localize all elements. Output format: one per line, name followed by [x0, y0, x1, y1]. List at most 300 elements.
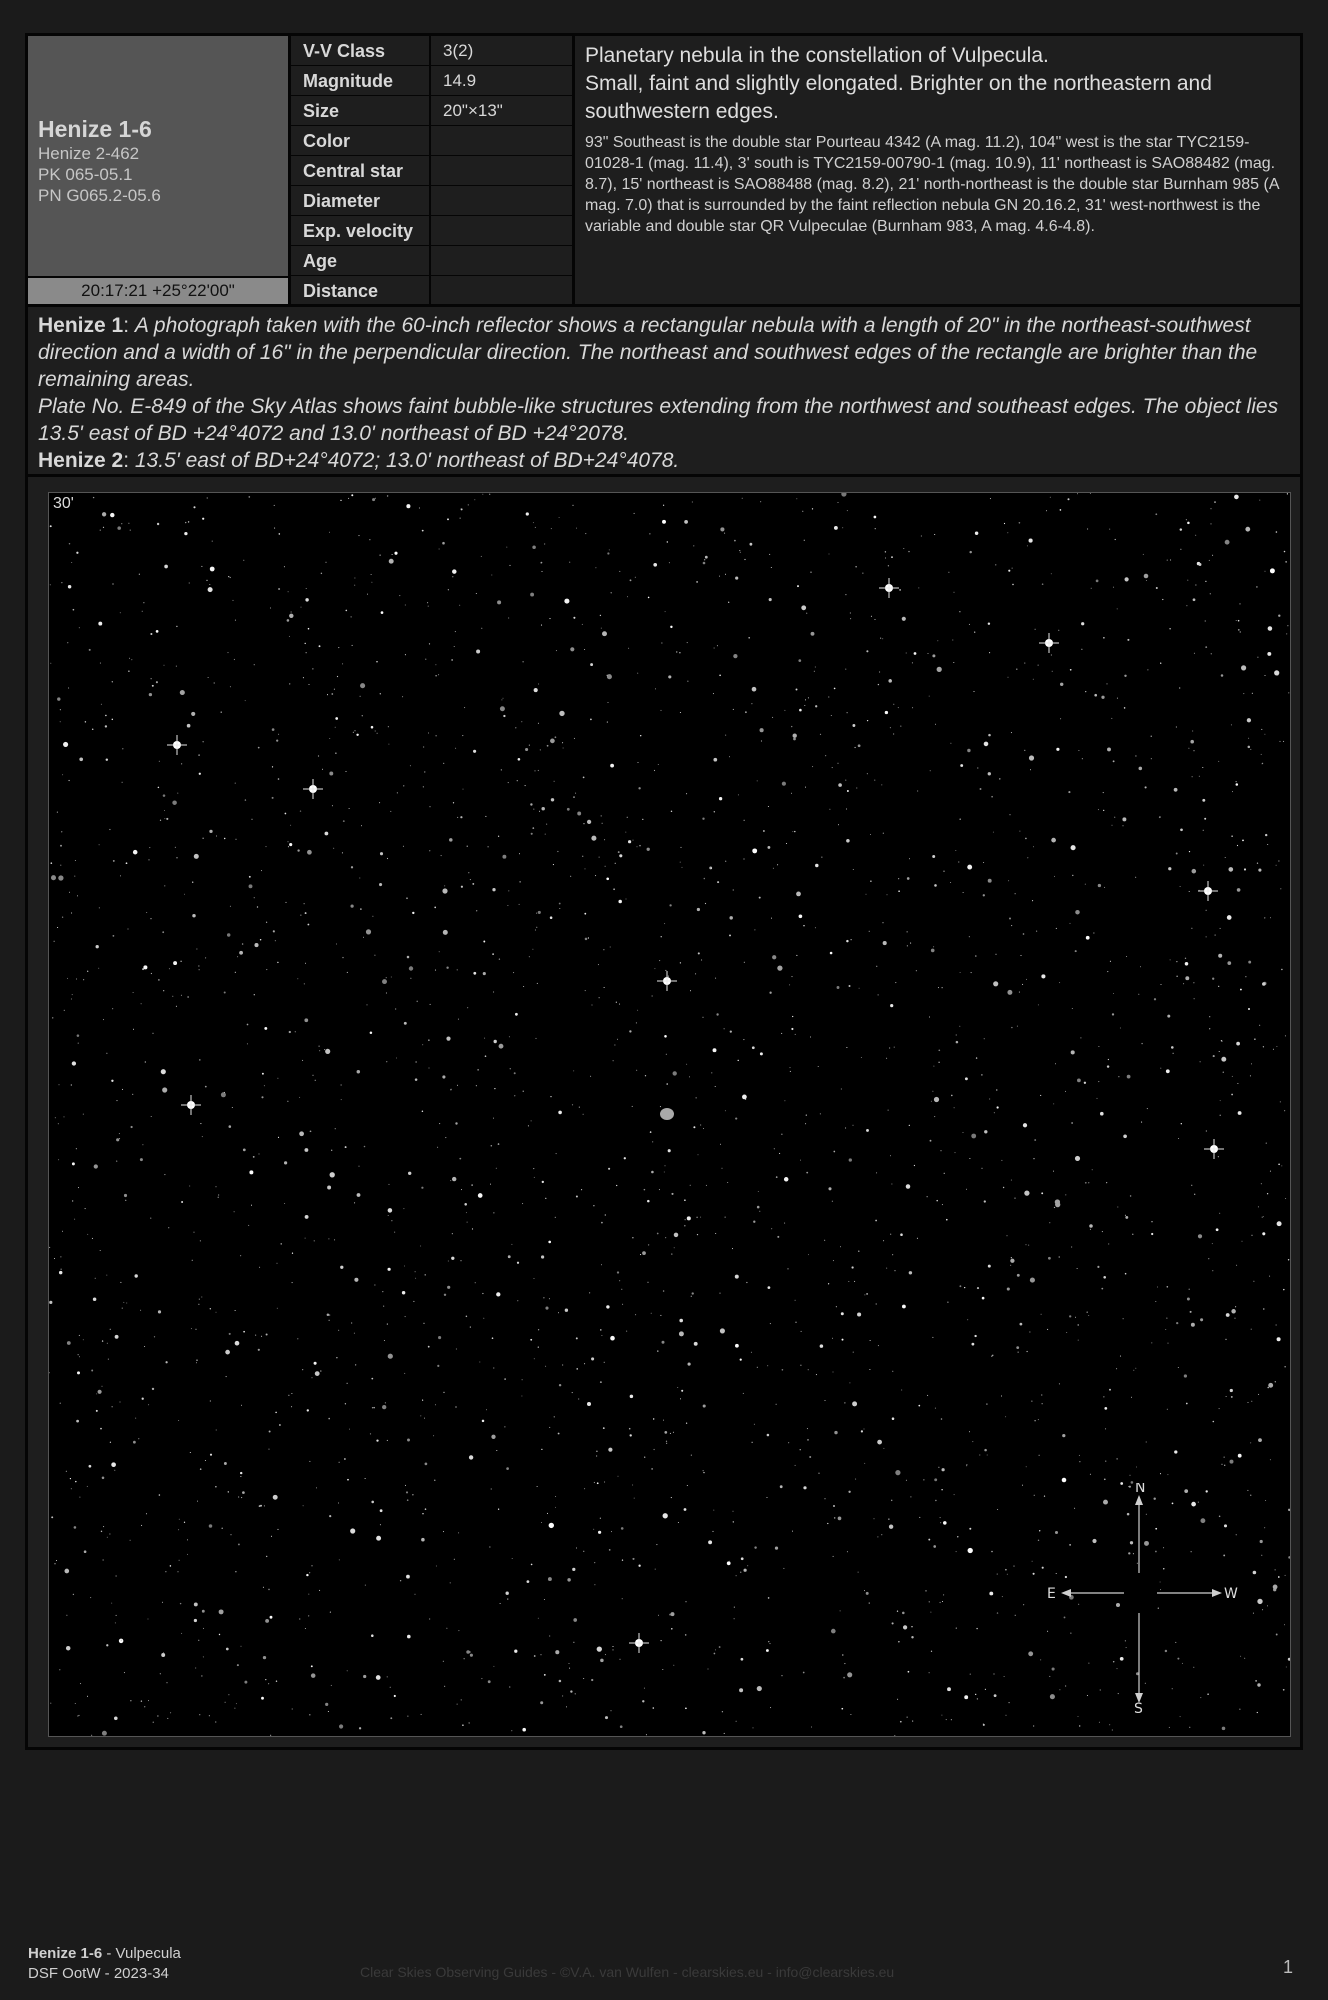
- star: [1261, 754, 1262, 755]
- star: [630, 1395, 634, 1399]
- star: [392, 554, 393, 555]
- star: [654, 770, 655, 771]
- star: [1242, 1241, 1243, 1242]
- star: [853, 869, 854, 870]
- star: [620, 1659, 621, 1660]
- star: [429, 643, 430, 644]
- star: [741, 1658, 744, 1661]
- star: [235, 1341, 240, 1346]
- star: [1278, 860, 1279, 861]
- star: [221, 1092, 226, 1097]
- star: [673, 1071, 677, 1075]
- star: [1159, 816, 1161, 818]
- star: [549, 1427, 550, 1428]
- star: [380, 1524, 381, 1525]
- star: [109, 829, 110, 830]
- star: [387, 495, 388, 496]
- star: [976, 1628, 977, 1629]
- star: [302, 1060, 303, 1061]
- star: [572, 505, 573, 506]
- star: [1033, 1573, 1035, 1575]
- star: [877, 1536, 878, 1537]
- footer-left: Henize 1-6 - Vulpecula DSF OotW - 2023-34: [28, 1945, 181, 1982]
- bright-star: [167, 735, 187, 755]
- star: [1185, 962, 1189, 966]
- star: [55, 1117, 56, 1118]
- star: [286, 902, 287, 903]
- star: [634, 1498, 635, 1499]
- star: [73, 609, 75, 611]
- star: [640, 1254, 641, 1255]
- star: [105, 715, 106, 716]
- star: [622, 1304, 623, 1305]
- star: [470, 879, 471, 880]
- star: [100, 530, 101, 531]
- star: [1200, 1318, 1203, 1321]
- star: [729, 756, 730, 757]
- star: [864, 1590, 865, 1591]
- star: [108, 1359, 109, 1360]
- star: [767, 1434, 770, 1437]
- star: [720, 1144, 721, 1145]
- star: [258, 1153, 259, 1154]
- star: [891, 1184, 892, 1185]
- star: [61, 831, 62, 832]
- star: [544, 1599, 545, 1600]
- star: [861, 1430, 863, 1432]
- star: [428, 733, 429, 734]
- star: [245, 799, 246, 800]
- star: [1099, 1722, 1100, 1723]
- star: [845, 669, 846, 670]
- star: [123, 1302, 124, 1303]
- star: [866, 1129, 869, 1132]
- star: [622, 1598, 623, 1599]
- star: [466, 1212, 467, 1213]
- star: [304, 1018, 308, 1022]
- star: [197, 1501, 198, 1502]
- star: [324, 1049, 325, 1050]
- star: [305, 1215, 309, 1219]
- star: [273, 1495, 278, 1500]
- star: [1189, 851, 1190, 852]
- star: [168, 1227, 169, 1228]
- star: [1171, 1046, 1174, 1049]
- star: [883, 1240, 884, 1241]
- star: [195, 1667, 196, 1668]
- star: [71, 1488, 72, 1489]
- star: [202, 1610, 205, 1613]
- star: [328, 1238, 329, 1239]
- star: [504, 1378, 505, 1379]
- star: [703, 562, 706, 565]
- star: [1051, 838, 1056, 843]
- star: [257, 906, 258, 907]
- star: [719, 576, 720, 577]
- star: [842, 1654, 843, 1655]
- star: [851, 1266, 853, 1268]
- star: [141, 1700, 142, 1701]
- star: [415, 1078, 418, 1081]
- star: [713, 1510, 714, 1511]
- star: [1011, 732, 1012, 733]
- star: [51, 1516, 53, 1518]
- star: [663, 1513, 668, 1518]
- star: [388, 1215, 389, 1216]
- star: [515, 727, 516, 728]
- star: [467, 1222, 468, 1223]
- star: [215, 1486, 216, 1487]
- star: [797, 585, 799, 587]
- star: [844, 1402, 845, 1403]
- star: [609, 1549, 611, 1551]
- star: [205, 957, 206, 958]
- star: [878, 1345, 879, 1346]
- star: [193, 1232, 194, 1233]
- star: [455, 748, 456, 749]
- star: [1080, 1037, 1081, 1038]
- star: [71, 913, 72, 914]
- star: [319, 1590, 320, 1591]
- property-label: Age: [291, 246, 431, 275]
- star: [901, 1390, 902, 1391]
- star: [1173, 1053, 1174, 1054]
- star: [704, 559, 705, 560]
- star: [172, 996, 173, 997]
- star: [145, 1061, 146, 1062]
- star: [1116, 1458, 1117, 1459]
- star: [116, 1100, 117, 1101]
- star: [1170, 959, 1171, 960]
- star: [1130, 1195, 1131, 1196]
- star: [124, 1672, 125, 1673]
- star: [408, 1172, 411, 1175]
- star: [394, 1695, 396, 1697]
- star: [96, 1393, 97, 1394]
- star: [637, 846, 638, 847]
- star: [544, 543, 545, 544]
- star: [468, 504, 469, 505]
- star: [262, 1073, 264, 1075]
- star: [663, 1420, 664, 1421]
- alt-name: PK 065-05.1: [38, 165, 133, 184]
- star: [1050, 497, 1051, 498]
- star: [260, 939, 261, 940]
- star: [397, 792, 398, 793]
- star: [254, 897, 255, 898]
- star: [277, 962, 278, 963]
- star: [1070, 669, 1072, 671]
- star: [832, 767, 833, 768]
- star: [1035, 629, 1036, 630]
- star: [141, 1003, 142, 1004]
- property-row: [291, 276, 572, 306]
- star: [1141, 1122, 1142, 1123]
- star: [438, 674, 439, 675]
- star: [212, 541, 213, 542]
- star: [1167, 1474, 1168, 1475]
- star: [820, 1113, 821, 1114]
- star: [226, 1376, 227, 1377]
- star: [131, 1126, 133, 1128]
- star: [170, 1712, 171, 1713]
- star: [1105, 1428, 1106, 1429]
- star: [735, 1344, 739, 1348]
- star: [1231, 1094, 1233, 1096]
- star: [54, 1563, 55, 1564]
- star: [230, 686, 231, 687]
- star: [403, 846, 404, 847]
- star: [1056, 928, 1057, 929]
- star: [263, 1587, 264, 1588]
- star: [719, 1646, 721, 1648]
- property-value: [431, 276, 572, 305]
- star: [506, 547, 507, 548]
- star: [482, 1420, 485, 1423]
- star: [201, 566, 202, 567]
- star: [628, 840, 631, 843]
- star: [655, 688, 656, 689]
- star: [597, 1482, 599, 1484]
- star: [680, 962, 681, 963]
- star: [198, 1640, 199, 1641]
- star: [669, 1614, 671, 1616]
- star: [1088, 1182, 1089, 1183]
- star: [102, 512, 106, 516]
- star: [435, 675, 436, 676]
- star: [109, 1534, 110, 1535]
- star: [1010, 1265, 1011, 1266]
- star: [671, 811, 672, 812]
- star: [200, 1123, 201, 1124]
- star: [1277, 1221, 1282, 1226]
- star: [412, 1494, 413, 1495]
- star: [164, 810, 165, 811]
- star: [538, 770, 539, 771]
- star: [528, 1125, 529, 1126]
- star: [966, 1464, 967, 1465]
- star: [1060, 683, 1063, 686]
- star: [1090, 1229, 1091, 1230]
- star: [661, 936, 662, 937]
- star: [1034, 1495, 1035, 1496]
- star: [567, 1578, 570, 1581]
- star: [573, 1070, 574, 1071]
- star: [287, 619, 290, 622]
- star: [452, 576, 453, 577]
- star: [531, 833, 533, 835]
- star: [885, 711, 888, 714]
- star: [106, 1053, 107, 1054]
- star: [658, 1615, 659, 1616]
- star: [607, 722, 608, 723]
- star: [291, 1393, 292, 1394]
- star: [489, 1546, 490, 1547]
- star: [474, 499, 475, 500]
- star: [570, 1690, 572, 1692]
- star: [647, 1282, 648, 1283]
- star: [966, 1189, 967, 1190]
- star: [266, 969, 267, 970]
- star: [596, 1450, 598, 1452]
- star: [450, 1582, 451, 1583]
- star: [632, 840, 633, 841]
- star: [335, 717, 338, 720]
- star: [983, 894, 985, 896]
- star: [142, 611, 143, 612]
- star: [584, 1488, 585, 1489]
- star: [692, 502, 693, 503]
- star: [1287, 493, 1288, 494]
- star: [130, 530, 131, 531]
- star: [792, 831, 793, 832]
- star: [833, 1260, 834, 1261]
- star: [975, 532, 978, 535]
- star: [993, 1673, 994, 1674]
- star: [1004, 523, 1005, 524]
- star: [493, 1368, 494, 1369]
- star: [944, 1173, 945, 1174]
- star: [689, 1076, 690, 1077]
- star: [1009, 917, 1011, 919]
- star: [396, 1058, 397, 1059]
- star: [792, 1016, 793, 1017]
- star: [67, 978, 68, 979]
- star: [487, 846, 488, 847]
- star: [995, 564, 996, 565]
- star: [439, 548, 440, 549]
- star: [1126, 956, 1127, 957]
- star: [1193, 598, 1196, 601]
- star: [272, 797, 274, 799]
- star: [1103, 1396, 1104, 1397]
- star: [1151, 1342, 1152, 1343]
- star: [1090, 1474, 1091, 1475]
- star: [1187, 580, 1188, 581]
- star: [576, 528, 577, 529]
- star: [415, 1061, 416, 1062]
- star: [268, 1589, 270, 1591]
- star: [777, 965, 782, 970]
- property-row: [291, 246, 572, 276]
- star: [1007, 1235, 1008, 1236]
- star: [990, 498, 991, 499]
- star: [562, 1365, 563, 1366]
- star: [784, 1223, 785, 1224]
- star: [1104, 887, 1105, 888]
- star: [176, 1006, 177, 1007]
- property-value: 14.9: [443, 71, 477, 90]
- star: [1276, 1046, 1277, 1047]
- star: [491, 1435, 495, 1439]
- star: [233, 600, 234, 601]
- star: [184, 894, 185, 895]
- star: [777, 1236, 779, 1238]
- star: [638, 762, 639, 763]
- star: [630, 1434, 632, 1436]
- star: [572, 1392, 573, 1393]
- star: [900, 1233, 903, 1236]
- star: [242, 943, 244, 945]
- star: [285, 813, 287, 815]
- property-label: Distance: [291, 276, 431, 305]
- star: [1023, 933, 1025, 935]
- star: [696, 581, 698, 583]
- star: [1209, 1016, 1210, 1017]
- star: [395, 1008, 396, 1009]
- star: [336, 944, 337, 945]
- star: [1236, 1265, 1237, 1266]
- star: [441, 855, 442, 856]
- star: [466, 1316, 468, 1318]
- star: [517, 780, 518, 781]
- star: [339, 1559, 340, 1560]
- star: [724, 533, 725, 534]
- star: [892, 1417, 895, 1420]
- star: [881, 1534, 882, 1535]
- star: [1275, 1569, 1276, 1570]
- star: [289, 614, 293, 618]
- star: [606, 877, 609, 880]
- star: [1003, 1187, 1004, 1188]
- bright-star: [879, 578, 899, 598]
- star: [112, 935, 114, 937]
- star: [747, 1565, 748, 1566]
- star: [895, 982, 896, 983]
- star: [950, 743, 951, 744]
- star: [1011, 925, 1012, 926]
- star: [498, 836, 499, 837]
- star: [228, 576, 229, 577]
- bright-star: [629, 1633, 649, 1653]
- star: [991, 796, 993, 798]
- star: [1223, 1072, 1224, 1073]
- star: [713, 758, 717, 762]
- star: [331, 693, 333, 695]
- star: [240, 1476, 241, 1477]
- star: [366, 929, 371, 934]
- star: [876, 1303, 877, 1304]
- star: [622, 1559, 623, 1560]
- star: [954, 1107, 955, 1108]
- star: [115, 1575, 116, 1576]
- star: [390, 1717, 392, 1719]
- star: [205, 1086, 207, 1088]
- star: [618, 1476, 619, 1477]
- star: [102, 1477, 105, 1480]
- star: [846, 839, 850, 843]
- star: [550, 739, 555, 744]
- star: [1270, 568, 1275, 573]
- star: [1178, 1367, 1179, 1368]
- star: [715, 1233, 716, 1234]
- star: [103, 1560, 104, 1561]
- star: [1010, 1259, 1014, 1263]
- star: [1183, 983, 1184, 984]
- star: [372, 916, 373, 917]
- star: [526, 512, 529, 515]
- star: [496, 1168, 497, 1169]
- star: [279, 1424, 281, 1426]
- star: [281, 1243, 282, 1244]
- star: [68, 687, 69, 688]
- star: [717, 881, 719, 883]
- star: [677, 1387, 678, 1388]
- star: [928, 653, 929, 654]
- star: [626, 1331, 627, 1332]
- star: [227, 933, 230, 936]
- star: [165, 1571, 166, 1572]
